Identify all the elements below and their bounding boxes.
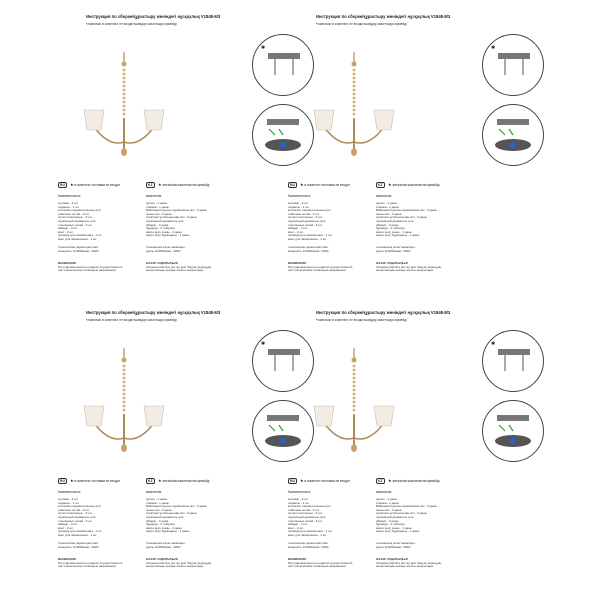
doc-subtitle: *лампочки в комплект не входят/шамдар жиынтыққа кірмейді bbox=[86, 318, 177, 322]
kz-contents-item: жерге қосу бұрандасы - 1 дана. bbox=[376, 233, 420, 238]
ru-contents-item: подвесы - 1 шт. bbox=[58, 204, 80, 209]
ru-contents-item: нитки стеклянные - 6 шт. bbox=[288, 215, 323, 220]
kz-language-badge: KZ bbox=[148, 479, 153, 483]
ru-warning-line: Регулировка высоты подвеса осуществляется bbox=[58, 264, 123, 269]
kz-contents-item: плашка - 1 дана. bbox=[146, 500, 170, 505]
ru-language-badge: RU bbox=[60, 183, 65, 187]
kz-contents-heading: жиынтығы: bbox=[376, 194, 393, 198]
ru-contents-item: винт - 2 шт. bbox=[288, 229, 304, 234]
ru-contents-item: отвесные нитей - 6 шт. bbox=[288, 507, 320, 512]
ru-contents-item: провода для заземления - 1 шт. bbox=[58, 529, 103, 534]
kz-warning-line: Аспаның биіктігін реттеу қуат берушi кернеудің bbox=[146, 264, 212, 269]
ru-tech-specs bbox=[58, 542, 99, 549]
kz-contents-item: жерге қосу сымы - 1 дана. bbox=[146, 525, 183, 530]
kz-tech-heading: техникалық сипаттамалары: bbox=[376, 541, 416, 545]
kz-tech-value: қуаты 3x40W(макс. 40W) bbox=[376, 248, 411, 253]
ru-contents-item: абажур - 3 шт. bbox=[58, 522, 78, 527]
kz-contents-item: цепыл - 1 дана. bbox=[376, 497, 398, 501]
kz-contents-heading: жиынтығы: bbox=[376, 490, 393, 494]
kz-contents-item: шыны жіп - 6 дана. bbox=[146, 507, 173, 512]
kz-contents-item: бұранда - 2 түйірлер. bbox=[146, 522, 176, 527]
ru-contents-item: пружинный держатель для bbox=[288, 514, 326, 519]
ru-contents-item: нитки стеклянные - 6 шт. bbox=[58, 511, 93, 516]
kz-warning bbox=[376, 558, 441, 569]
kz-contents-item: шыны жіп - 6 дана. bbox=[146, 211, 173, 216]
ru-note-text: в комплект поставки не входит bbox=[304, 183, 351, 187]
instruction-sheet bbox=[286, 14, 566, 294]
ru-contents-item: пружинный держатель для bbox=[58, 218, 96, 223]
kz-warning-line: өшірілгенінде кезінде жүзеге асырылады. bbox=[146, 564, 205, 569]
kz-tech-value: қуаты 3x40W(макс. 40W) bbox=[376, 544, 411, 549]
ru-contents-item: нитки стеклянные - 6 шт. bbox=[58, 215, 93, 220]
kz-contents-item: жерге қосу сымы - 1 дана. bbox=[146, 229, 183, 234]
kz-contents-item: жерге қосу бұрандасы - 1 дана. bbox=[146, 233, 190, 238]
ru-language-badge: RU bbox=[290, 479, 295, 483]
kz-tech-specs bbox=[146, 246, 185, 253]
kz-warning bbox=[376, 262, 441, 273]
doc-subtitle: *лампочки в комплект не входят/шамдар жиынтыққа кірмейді bbox=[86, 22, 177, 26]
ru-tech-value: мощность 3x40W(макс. 40W) bbox=[288, 544, 329, 549]
ru-tech-heading: технические характеристики: bbox=[58, 245, 99, 249]
kz-warning bbox=[146, 262, 211, 273]
doc-subtitle: *лампочки в комплект не входят/шамдар жиынтыққа кірмейді bbox=[316, 318, 407, 322]
kz-contents-item: Байланыстырушы сервлешине жіп - 6 дана. bbox=[376, 208, 438, 213]
kz-contents-item: цепыл - 1 дана. bbox=[146, 497, 168, 501]
kz-tech-specs bbox=[146, 542, 185, 549]
ru-warning-line: Регулировка высоты подвеса осуществляется bbox=[288, 560, 353, 565]
kz-warning-heading: НАЗАР АУДАРЫҢЫЗ! bbox=[376, 261, 409, 265]
kz-not-included-note: ★ жеткізілім жиынтығына кірмейді bbox=[388, 478, 440, 483]
ru-contents-item: отвесные нитей - 6 шт. bbox=[58, 507, 90, 512]
doc-subtitle: *лампочки в комплект не входят/шамдар жиынтыққа кірмейді bbox=[316, 22, 407, 26]
doc-title: Инструкция по сборке/құрастыру жөніндегі нұсқаулық V1848-8/3 bbox=[86, 310, 221, 315]
kz-note-text: жеткізілім жиынтығына кірмейді bbox=[162, 183, 210, 187]
svg-text:✱: ✱ bbox=[261, 45, 266, 51]
kz-contents-item: плашка - 1 дана. bbox=[146, 204, 170, 209]
kz-warning-line: өшірілгенінде кезінде жүзеге асырылады. bbox=[376, 268, 435, 273]
mounting-bracket-diagram bbox=[482, 330, 544, 392]
ru-contents-item: отвесные нитей - 6 шт. bbox=[288, 211, 320, 216]
kz-contents-item: жерге қосу бұрандасы - 1 дана. bbox=[376, 529, 420, 534]
kz-contents-item: плашка - 1 дана. bbox=[376, 204, 400, 209]
ru-warning-line: при отключенном питающем напряжении. bbox=[288, 564, 347, 569]
ru-tech-specs bbox=[58, 246, 99, 253]
kz-contents-item: цепыл - 1 дана. bbox=[376, 201, 398, 205]
ru-contents-item: стеклянных нитей - 6 шт. bbox=[288, 518, 323, 523]
kz-contents-list bbox=[376, 202, 437, 238]
ru-warning bbox=[58, 262, 122, 273]
ru-warning-line: при отключенном питающем напряжении. bbox=[288, 268, 347, 273]
kz-contents-item: абажур - 3 дана. bbox=[376, 518, 399, 523]
kz-contents-item: серіппені ұстапынышам жіп - 6 дана. bbox=[376, 511, 428, 516]
ru-warning bbox=[288, 262, 352, 273]
ru-contents-item: винт - 2 шт. bbox=[288, 525, 304, 530]
ru-contents-item: подвесы - 1 шт. bbox=[58, 500, 80, 505]
ru-contents-item: абажур - 3 шт. bbox=[288, 522, 308, 527]
ru-not-included-note: ★ в комплект поставки не входит bbox=[70, 182, 121, 187]
ru-contents-item: колпаки - 3 шт. bbox=[58, 497, 79, 501]
ru-tech-heading: технические характеристики: bbox=[58, 541, 99, 545]
ru-contents-item: винт для заземления - 1 шт. bbox=[288, 532, 328, 537]
ru-contents-item: колпаки - 3 шт. bbox=[288, 201, 309, 205]
kz-contents-item: Байланыстырушы сервлешине жіп - 6 дана. bbox=[376, 504, 438, 509]
ru-tech-specs bbox=[288, 246, 329, 253]
kz-contents-item: бұранда - 2 түйірлер. bbox=[376, 226, 406, 231]
kz-warning-line: Аспаның биіктігін реттеу қуат берушi кернеудің bbox=[376, 560, 442, 565]
chandelier-illustration bbox=[304, 348, 404, 478]
kz-warning-line: Аспаның биіктігін реттеу қуат берушi кернеудің bbox=[376, 264, 442, 269]
ru-contents-item: винт для заземления - 1 шт. bbox=[58, 236, 98, 241]
ru-warning-line: Регулировка высоты подвеса осуществляется bbox=[58, 560, 123, 565]
ru-contents-item: отвесные нитей - 6 шт. bbox=[58, 211, 90, 216]
ru-contents-item: абажур - 3 шт. bbox=[288, 226, 308, 231]
doc-title: Инструкция по сборке/құрастыру жөніндегі нұсқаулық V1848-8/3 bbox=[316, 310, 451, 315]
kz-tech-specs bbox=[376, 246, 415, 253]
ru-tech-value: мощность 3x40W(макс. 40W) bbox=[288, 248, 329, 253]
kz-contents-item: абажур - 3 дана. bbox=[376, 222, 399, 227]
ru-tech-value: мощность 3x40W(макс. 40W) bbox=[58, 248, 99, 253]
ru-contents-heading: Комплектность: bbox=[58, 194, 82, 198]
kz-contents-item: абажур - 3 дана. bbox=[146, 518, 169, 523]
ru-warning-heading: ВНИМАНИЕ! bbox=[58, 557, 77, 561]
ru-warning-line: при отключенном питающем напряжении. bbox=[58, 268, 117, 273]
ru-contents-item: колпачки соединительные для bbox=[58, 504, 101, 509]
ru-contents-list bbox=[58, 202, 102, 242]
canopy-wiring-diagram bbox=[482, 400, 544, 462]
kz-tech-heading: техникалық сипаттамалары: bbox=[146, 245, 186, 249]
ru-contents-item: стеклянных нитей - 6 шт. bbox=[58, 518, 93, 523]
kz-language-badge: KZ bbox=[378, 479, 383, 483]
kz-tech-specs bbox=[376, 542, 415, 549]
kz-language-badge: KZ bbox=[148, 183, 153, 187]
ru-contents-item: винт для заземления - 1 шт. bbox=[58, 532, 98, 537]
ru-note-text: в комплект поставки не входит bbox=[74, 183, 121, 187]
kz-contents-item: Байланыстырушы сервлешине жіп - 6 дана. bbox=[146, 504, 208, 509]
ru-contents-item: подвесы - 1 шт. bbox=[288, 500, 310, 505]
ru-warning-heading: ВНИМАНИЕ! bbox=[288, 261, 307, 265]
ru-contents-item: колпаки - 3 шт. bbox=[58, 201, 79, 205]
kz-contents-heading: жиынтығы: bbox=[146, 490, 163, 494]
ru-tech-value: мощность 3x40W(макс. 40W) bbox=[58, 544, 99, 549]
ru-warning bbox=[58, 558, 122, 569]
kz-contents-item: абажур - 3 дана. bbox=[146, 222, 169, 227]
kz-tech-value: қуаты 3x40W(макс. 40W) bbox=[146, 544, 181, 549]
kz-contents-list bbox=[146, 498, 207, 534]
kz-contents-heading: жиынтығы: bbox=[146, 194, 163, 198]
chandelier-illustration bbox=[74, 348, 174, 478]
ru-contents-heading: Комплектность: bbox=[288, 490, 312, 494]
kz-contents-item: пружинный держатель для bbox=[376, 218, 414, 223]
ru-contents-item: винт для заземления - 1 шт. bbox=[288, 236, 328, 241]
kz-contents-item: жерге қосу бұрандасы - 1 дана. bbox=[146, 529, 190, 534]
kz-contents-item: пружинный держатель для bbox=[146, 218, 184, 223]
kz-contents-item: пружинный держатель для bbox=[146, 514, 184, 519]
kz-contents-list bbox=[376, 498, 437, 534]
ru-contents-heading: Комплектность: bbox=[58, 490, 82, 494]
mounting-bracket-diagram bbox=[482, 34, 544, 96]
ru-contents-item: стеклянных нитей - 6 шт. bbox=[288, 222, 323, 227]
ru-contents-item: винт - 2 шт. bbox=[58, 525, 74, 530]
ru-contents-list bbox=[288, 202, 332, 242]
kz-tech-value: қуаты 3x40W(макс. 40W) bbox=[146, 248, 181, 253]
kz-language-badge: KZ bbox=[378, 183, 383, 187]
ru-contents-item: колпаки - 3 шт. bbox=[288, 497, 309, 501]
kz-warning-heading: НАЗАР АУДАРЫҢЫЗ! bbox=[146, 261, 179, 265]
kz-contents-item: бұранда - 2 түйірлер. bbox=[146, 226, 176, 231]
ru-warning bbox=[288, 558, 352, 569]
ru-not-included-note: ★ в комплект поставки не входит bbox=[300, 182, 351, 187]
ru-warning-heading: ВНИМАНИЕ! bbox=[58, 261, 77, 265]
doc-title: Инструкция по сборке/құрастыру жөніндегі нұсқаулық V1848-8/3 bbox=[316, 14, 451, 19]
kz-warning-line: өшірілгенінде кезінде жүзеге асырылады. bbox=[376, 564, 435, 569]
kz-contents-item: шыны жіп - 6 дана. bbox=[376, 211, 403, 216]
kz-contents-item: пружинный держатель для bbox=[376, 514, 414, 519]
chandelier-illustration bbox=[304, 52, 404, 182]
kz-tech-heading: техникалық сипаттамалары: bbox=[376, 245, 416, 249]
ru-not-included-note: ★ в комплект поставки не входит bbox=[300, 478, 351, 483]
kz-contents-item: плашка - 1 дана. bbox=[376, 500, 400, 505]
svg-text:✱: ✱ bbox=[491, 341, 496, 347]
ru-contents-item: колпачки соединительные для bbox=[58, 208, 101, 213]
ru-contents-item: колпачки соединительные для bbox=[288, 208, 331, 213]
ru-contents-item: подвесы - 1 шт. bbox=[288, 204, 310, 209]
canopy-wiring-diagram bbox=[482, 104, 544, 166]
ru-contents-item: стеклянных нитей - 6 шт. bbox=[58, 222, 93, 227]
kz-warning-heading: НАЗАР АУДАРЫҢЫЗ! bbox=[376, 557, 409, 561]
kz-not-included-note: ★ жеткізілім жиынтығына кірмейді bbox=[158, 182, 210, 187]
ru-language-badge: RU bbox=[60, 479, 65, 483]
ru-warning-heading: ВНИМАНИЕ! bbox=[288, 557, 307, 561]
kz-contents-item: цепыл - 1 дана. bbox=[146, 201, 168, 205]
kz-note-text: жеткізілім жиынтығына кірмейді bbox=[392, 479, 440, 483]
kz-contents-item: серіппені ұстапынышам жіп - 6 дана. bbox=[146, 511, 198, 516]
kz-contents-item: жерге қосу сымы - 1 дана. bbox=[376, 229, 413, 234]
ru-contents-item: провода для заземления - 1 шт. bbox=[58, 233, 103, 238]
ru-tech-heading: технические характеристики: bbox=[288, 245, 329, 249]
ru-warning-line: при отключенном питающем напряжении. bbox=[58, 564, 117, 569]
ru-contents-item: нитки стеклянные - 6 шт. bbox=[288, 511, 323, 516]
ru-contents-item: абажур - 3 шт. bbox=[58, 226, 78, 231]
kz-tech-heading: техникалық сипаттамалары: bbox=[146, 541, 186, 545]
kz-contents-item: бұранда - 2 түйірлер. bbox=[376, 522, 406, 527]
kz-not-included-note: ★ жеткізілім жиынтығына кірмейді bbox=[388, 182, 440, 187]
ru-contents-list bbox=[58, 498, 102, 538]
kz-warning bbox=[146, 558, 211, 569]
kz-contents-item: серіппені ұстапынышам жіп - 6 дана. bbox=[146, 215, 198, 220]
kz-note-text: жеткізілім жиынтығына кірмейді bbox=[162, 479, 210, 483]
ru-contents-list bbox=[288, 498, 332, 538]
kz-note-text: жеткізілім жиынтығына кірмейді bbox=[392, 183, 440, 187]
kz-warning-heading: НАЗАР АУДАРЫҢЫЗ! bbox=[146, 557, 179, 561]
kz-contents-item: жерге қосу сымы - 1 дана. bbox=[376, 525, 413, 530]
ru-contents-item: пружинный держатель для bbox=[58, 514, 96, 519]
kz-warning-line: Аспаның биіктігін реттеу қуат берушi кернеудің bbox=[146, 560, 212, 565]
ru-contents-item: пружинный держатель для bbox=[288, 218, 326, 223]
ru-tech-heading: технические характеристики: bbox=[288, 541, 329, 545]
ru-contents-item: винт - 2 шт. bbox=[58, 229, 74, 234]
instruction-sheet bbox=[286, 310, 566, 590]
kz-contents-item: серіппені ұстапынышам жіп - 6 дана. bbox=[376, 215, 428, 220]
kz-contents-item: шыны жіп - 6 дана. bbox=[376, 507, 403, 512]
kz-not-included-note: ★ жеткізілім жиынтығына кірмейді bbox=[158, 478, 210, 483]
kz-contents-list bbox=[146, 202, 207, 238]
ru-note-text: в комплект поставки не входит bbox=[304, 479, 351, 483]
ru-contents-heading: Комплектность: bbox=[288, 194, 312, 198]
svg-text:✱: ✱ bbox=[261, 341, 266, 347]
ru-warning-line: Регулировка высоты подвеса осуществляется bbox=[288, 264, 353, 269]
svg-text:✱: ✱ bbox=[491, 45, 496, 51]
kz-contents-item: Байланыстырушы сервлешине жіп - 6 дана. bbox=[146, 208, 208, 213]
ru-contents-item: провода для заземления - 1 шт. bbox=[288, 233, 333, 238]
ru-contents-item: колпачки соединительные для bbox=[288, 504, 331, 509]
chandelier-illustration bbox=[74, 52, 174, 182]
kz-warning-line: өшірілгенінде кезінде жүзеге асырылады. bbox=[146, 268, 205, 273]
ru-note-text: в комплект поставки не входит bbox=[74, 479, 121, 483]
ru-tech-specs bbox=[288, 542, 329, 549]
doc-title: Инструкция по сборке/құрастыру жөніндегі нұсқаулық V1848-8/3 bbox=[86, 14, 221, 19]
ru-language-badge: RU bbox=[290, 183, 295, 187]
ru-not-included-note: ★ в комплект поставки не входит bbox=[70, 478, 121, 483]
ru-contents-item: провода для заземления - 1 шт. bbox=[288, 529, 333, 534]
